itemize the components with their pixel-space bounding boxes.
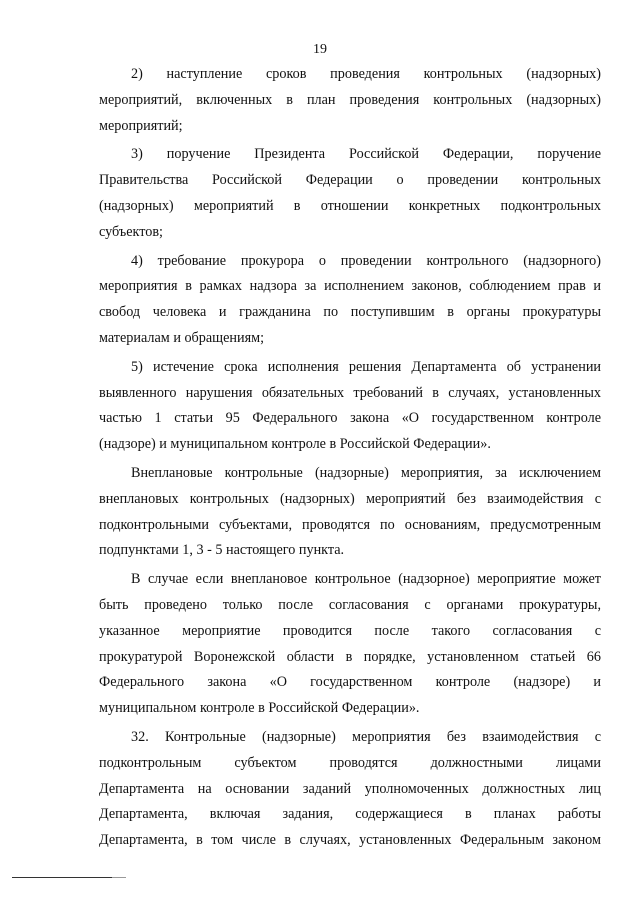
paragraph-item-32 [99,725,601,751]
text-line: 5) истечение срока исполнения решения Департамента об устранении [131,358,601,375]
text-line: внеплановых контрольных (надзорных) мероприятий без взаимодействия с [99,490,601,507]
text-line: подконтрольными субъектами, проводятся по основаниям, предусмотренным [99,516,601,533]
text-line: В случае если внеплановое контрольное (надзорное) мероприятие может [131,571,601,588]
text-line: подпунктами 1, 3 - 5 настоящего пункта. [99,542,345,559]
text-line: (надзорных) мероприятий в отношении конкретных подконтрольных [99,197,601,214]
text-line: Внеплановые контрольные (надзорные) мероприятия, за исключением [131,464,601,481]
paragraph-continuation [99,381,601,458]
text-line: Правительства Российской Федерации о проведении контрольных [99,172,601,189]
paragraph-unscheduled-events [99,461,601,487]
text-line: подконтрольным субъектом проводятся должностными лицами [99,754,601,771]
text-line: Федерального закона «О государственном контроле (надзоре) и [99,674,601,691]
text-line: 3) поручение Президента Российской Федерации, поручение [131,146,601,163]
page-number: 19 [313,42,327,57]
paragraph-continuation [99,88,601,140]
text-line: быть проведено только после согласования с органами прокуратуры, [99,596,601,613]
text-line: мероприятий; [99,117,183,134]
paragraph-item-3 [99,142,601,168]
text-line: 32. Контрольные (надзорные) мероприятия без взаимодействия с [131,728,601,745]
paragraph-item-2 [99,62,601,88]
footer-rule-tail [112,877,126,878]
text-line: частью 1 статьи 95 Федерального закона «О государственном контроле [99,410,601,427]
document-body [99,62,601,854]
text-line: субъектов; [99,223,163,240]
text-line: (надзоре) и муниципальном контроле в Российской Федерации». [99,436,491,453]
text-line: свобод человека и гражданина по поступившим в органы прокуратуры [99,304,601,321]
text-line: 2) наступление сроков проведения контрольных (надзорных) [131,66,601,82]
text-line: выявленного нарушения обязательных требований в случаях, установленных [99,384,601,401]
paragraph-continuation [99,593,601,722]
footer-rule [12,877,112,878]
paragraph-item-4 [99,249,601,275]
text-line: мероприятия в рамках надзора за исполнением законов, соблюдением прав и [99,278,601,295]
paragraph-continuation [99,274,601,351]
text-line: Департамента, в том числе в случаях, установленных Федеральным законом [99,832,601,849]
text-line: муниципальном контроле в Российской Федерации». [99,700,420,717]
text-line: указанное мероприятие проводится после такого согласования с [99,622,601,639]
paragraph-item-5 [99,355,601,381]
paragraph-continuation [99,751,601,854]
paragraph-prosecutor-approval [99,567,601,593]
text-line: 4) требование прокурора о проведении контрольного (надзорного) [131,252,601,269]
text-line: Департамента, включая задания, содержащиеся в планах работы [99,806,601,823]
paragraph-continuation [99,168,601,245]
paragraph-continuation [99,487,601,564]
text-line: мероприятий, включенных в план проведения контрольных (надзорных) [99,91,601,108]
text-line: материалам и обращениям; [99,329,265,346]
text-line: прокуратурой Воронежской области в порядке, установленном статьей 66 [99,648,601,665]
text-line: Департамента на основании заданий уполномоченных должностных лиц [99,780,601,797]
